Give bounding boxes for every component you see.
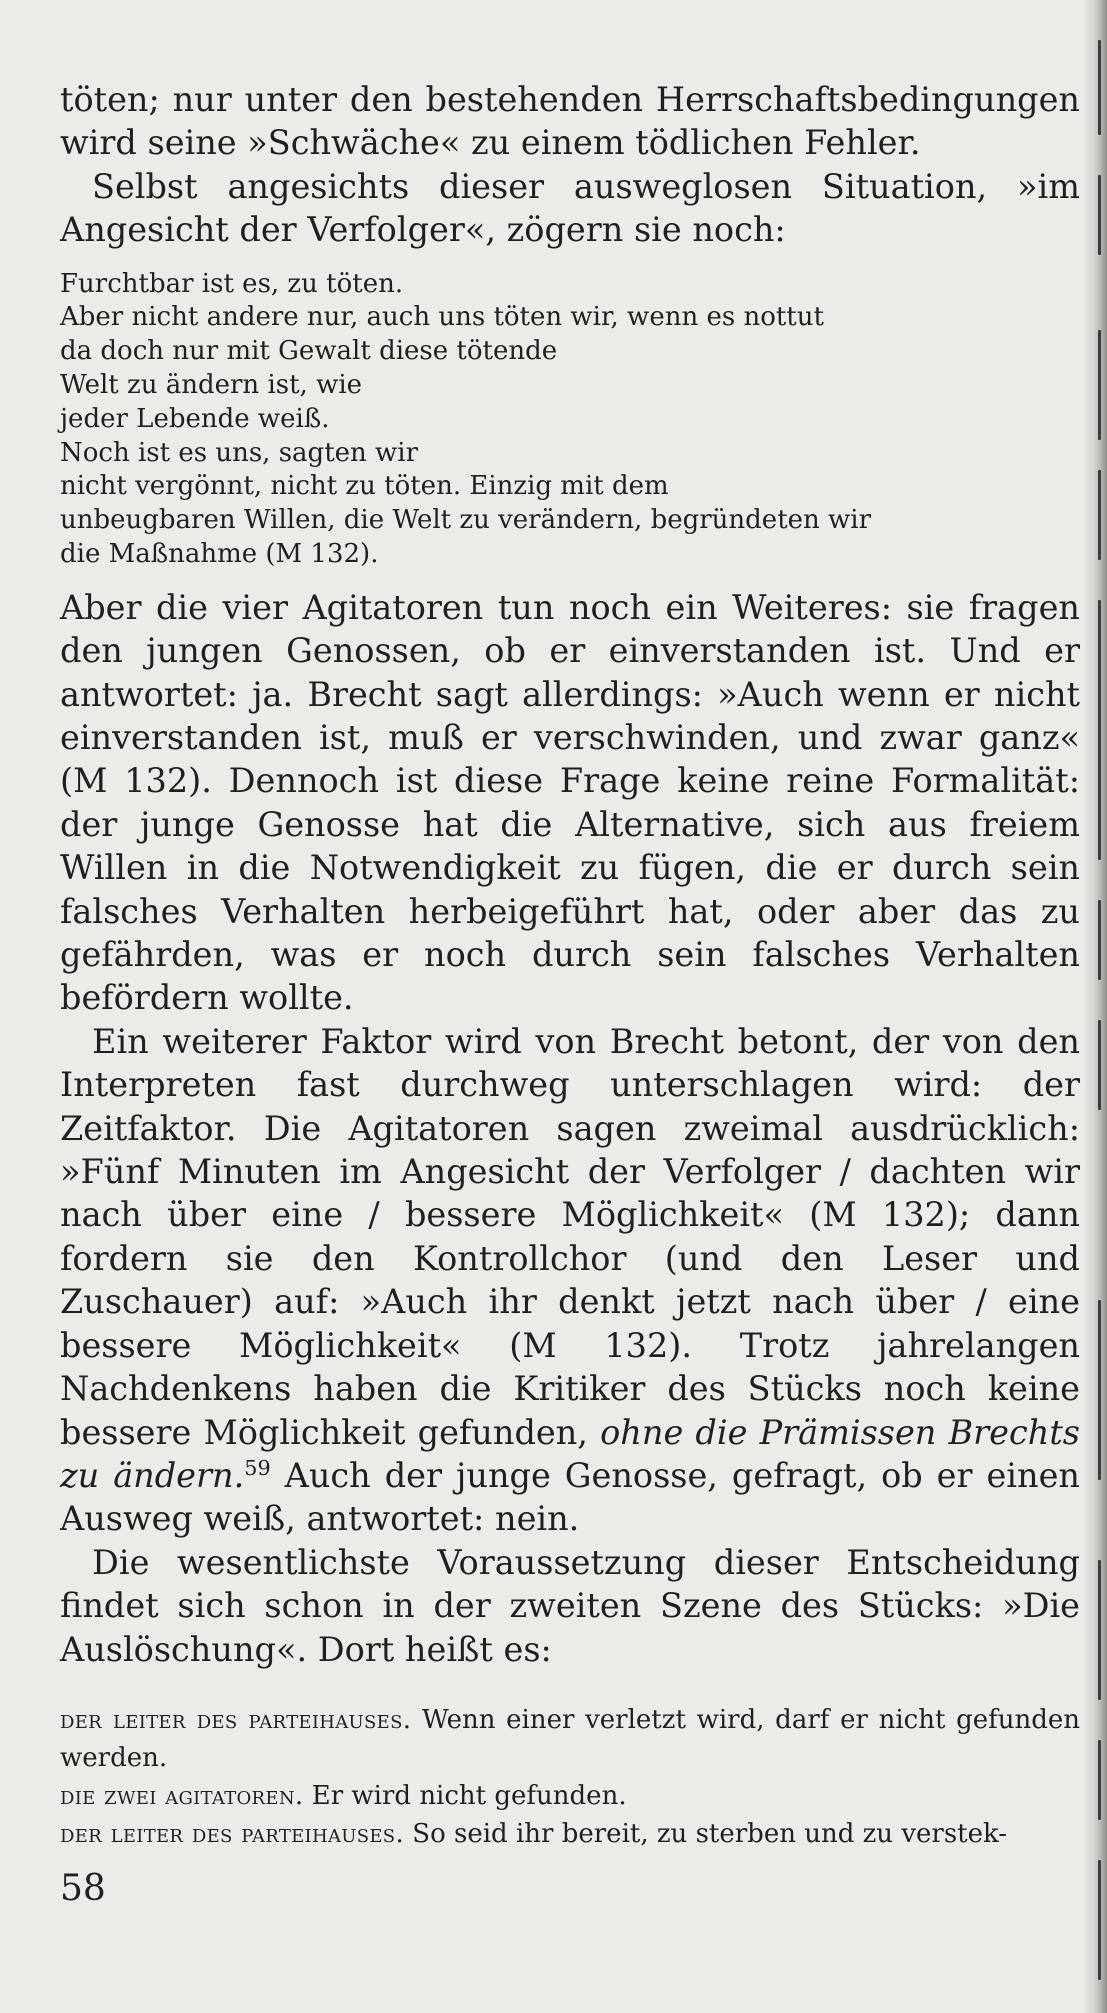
poem-line: die Maßnahme (M 132). — [60, 539, 379, 569]
text-column — [60, 78, 1080, 1853]
paragraph-3: Aber die vier Agitatoren tun noch ein Weiteres: sie fragen den jungen Genossen, ob er einverstanden ist. Und er antwortet: ja. Brecht sagt allerdings: »Auch wenn er nicht einverstanden ist, muß er verschwinden, und zwar ganz« (M 132). Dennoch ist diese Frage keine reine Formalität: der junge Genosse hat die Alternative, sich aus freiem Willen in die Notwendigkeit zu fügen, die er durch sein falsches Verhalten herbeigeführt hat, oder aber das zu gefährden, was er noch durch sein falsches Verhalten befördern wollte. — [60, 587, 1080, 1018]
dialogue-text: Wenn einer verletzt wird, darf er nicht gefunden werden. — [60, 1704, 1080, 1773]
dialogue-quote — [60, 1701, 1080, 1853]
dialogue-entry — [60, 1815, 1080, 1853]
speaker-name: der leiter des parteihauses. — [60, 1818, 405, 1849]
dialogue-text: Er wird nicht gefunden. — [311, 1780, 627, 1811]
paragraph-2: Selbst angesichts dieser ausweglosen Situation, »im Angesicht der Verfolger«, zögern sie noch: — [60, 166, 1080, 250]
paragraph-4-tail: Auch der junge Genosse, gefragt, ob er einen Ausweg weiß, antwortet: nein. — [60, 1455, 1080, 1539]
emphasis-text: ohne die Prämissen Brechts zu ändern. — [60, 1412, 1080, 1495]
dialogue-entry — [60, 1701, 1080, 1777]
poem-quote — [60, 268, 1080, 572]
dialogue-entry — [60, 1777, 1080, 1815]
speaker-name: die zwei agitatoren. — [60, 1780, 304, 1811]
paragraph-1: töten; nur unter den bestehenden Herrschaftsbedingungen wird seine »Schwäche« zu einem tödlichen Fehler. — [60, 80, 1080, 163]
page-edge — [1085, 0, 1107, 2013]
paragraph-5: Die wesentlichste Voraussetzung dieser Entscheidung findet sich schon in der zweiten Szene des Stücks: »Die Auslöschung«. Dort heißt es: — [60, 1542, 1080, 1669]
poem-line: unbeugbaren Willen, die Welt zu verändern, begründeten wir — [60, 505, 872, 536]
poem-line: Noch ist es uns, sagten wir — [60, 437, 419, 468]
poem-line: jeder Lebende weiß. — [60, 403, 330, 434]
poem-line: nicht vergönnt, nicht zu töten. Einzig mit dem — [60, 471, 669, 502]
poem-line: Aber nicht andere nur, auch uns töten wir, wenn es nottut — [60, 302, 824, 333]
page-number: 58 — [60, 1868, 106, 1909]
dialogue-text: So seid ihr bereit, zu sterben und zu verstek- — [412, 1818, 1008, 1849]
speaker-name: der leiter des parteihauses. — [60, 1704, 412, 1735]
poem-line: da doch nur mit Gewalt diese tötende — [60, 336, 558, 367]
poem-line: Furchtbar ist es, zu töten. — [60, 268, 404, 299]
poem-line: Welt zu ändern ist, wie — [60, 370, 363, 401]
footnote-marker: 59 — [244, 1455, 271, 1480]
paragraph-4-text: Ein weiterer Faktor wird von Brecht betont, der von den Interpreten fast durchweg unterschlagen wird: der Zeitfaktor. Die Agitatoren sagen zweimal ausdrücklich: »Fünf Minuten im Angesicht der Verfolger / dachten wir nach über eine / bessere Möglichkeit« (M 132); dann fordern sie den Kontrollchor (und den Leser und Zuschauer) auf: »Auch ihr denkt jetzt nach über / eine bessere Möglichkeit« (M 132). Trotz jahrelangen Nachdenkens haben die Kritiker des Stücks noch keine bessere Möglichkeit gefunden, — [60, 1021, 1080, 1452]
paragraph-4 — [60, 1020, 1080, 1541]
